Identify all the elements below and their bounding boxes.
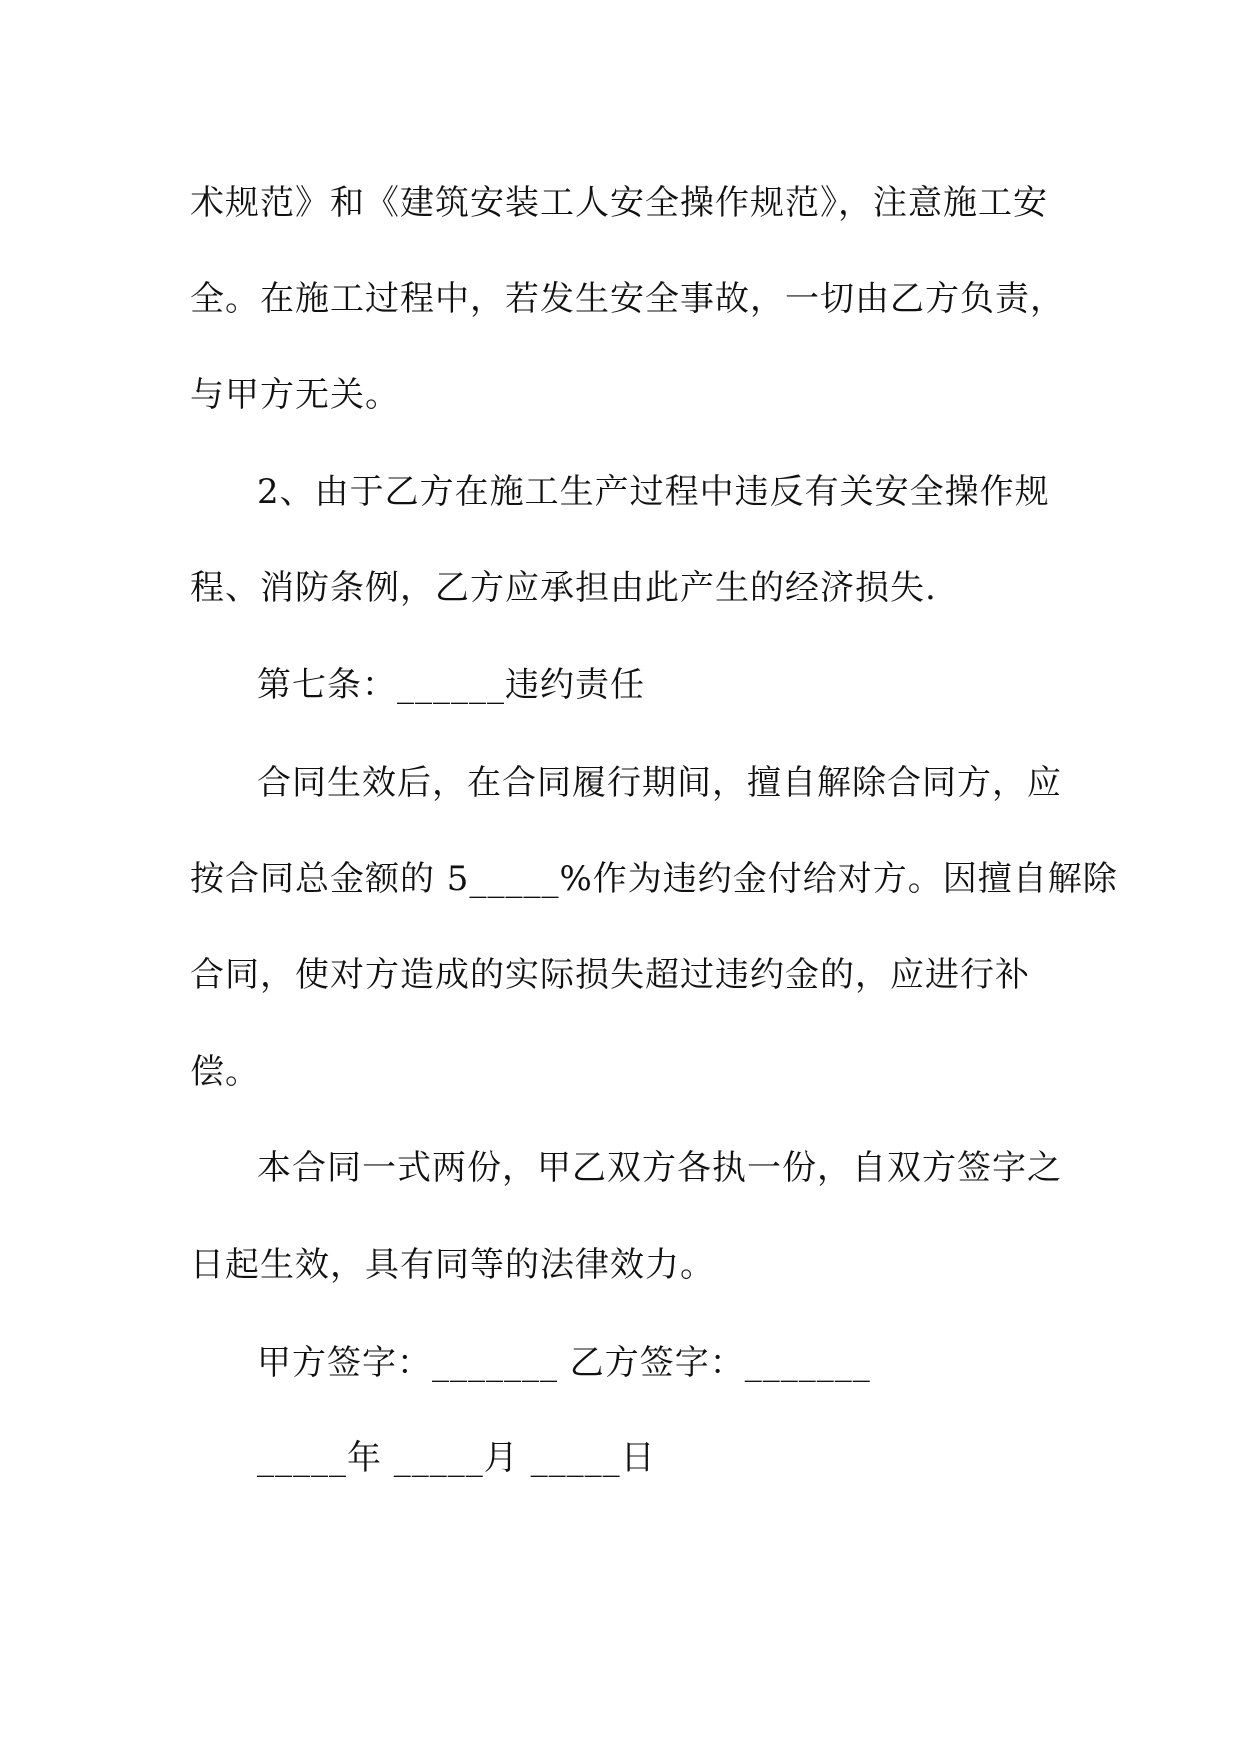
text-line: 合同，使对方造成的实际损失超过违约金的，应进行补	[190, 955, 1030, 995]
text-line: 2、由于乙方在施工生产过程中违反有关安全操作规	[257, 472, 1050, 512]
text-line: 按合同总金额的 5_____%作为违约金付给对方。因擅自解除	[190, 859, 1118, 899]
text-line: 偿。	[190, 1052, 260, 1092]
date-line: _____年 _____月 _____日	[257, 1438, 656, 1478]
text-line: 与甲方无关。	[190, 375, 400, 415]
text-line: 合同生效后，在合同履行期间，擅自解除合同方，应	[257, 763, 1062, 803]
text-line: 术规范》和《建筑安装工人安全操作规范》，注意施工安	[190, 183, 1048, 223]
section-heading: 第七条：______违约责任	[257, 665, 645, 705]
text-line: 日起生效，具有同等的法律效力。	[190, 1245, 715, 1285]
text-line: 本合同一式两份，甲乙双方各执一份，自双方签字之	[257, 1148, 1062, 1188]
signature-line: 甲方签字：_______ 乙方签字：_______	[257, 1343, 871, 1383]
text-line: 全。在施工过程中，若发生安全事故，一切由乙方负责，	[190, 279, 1065, 319]
text-line: 程、消防条例，乙方应承担由此产生的经济损失.	[190, 568, 937, 608]
